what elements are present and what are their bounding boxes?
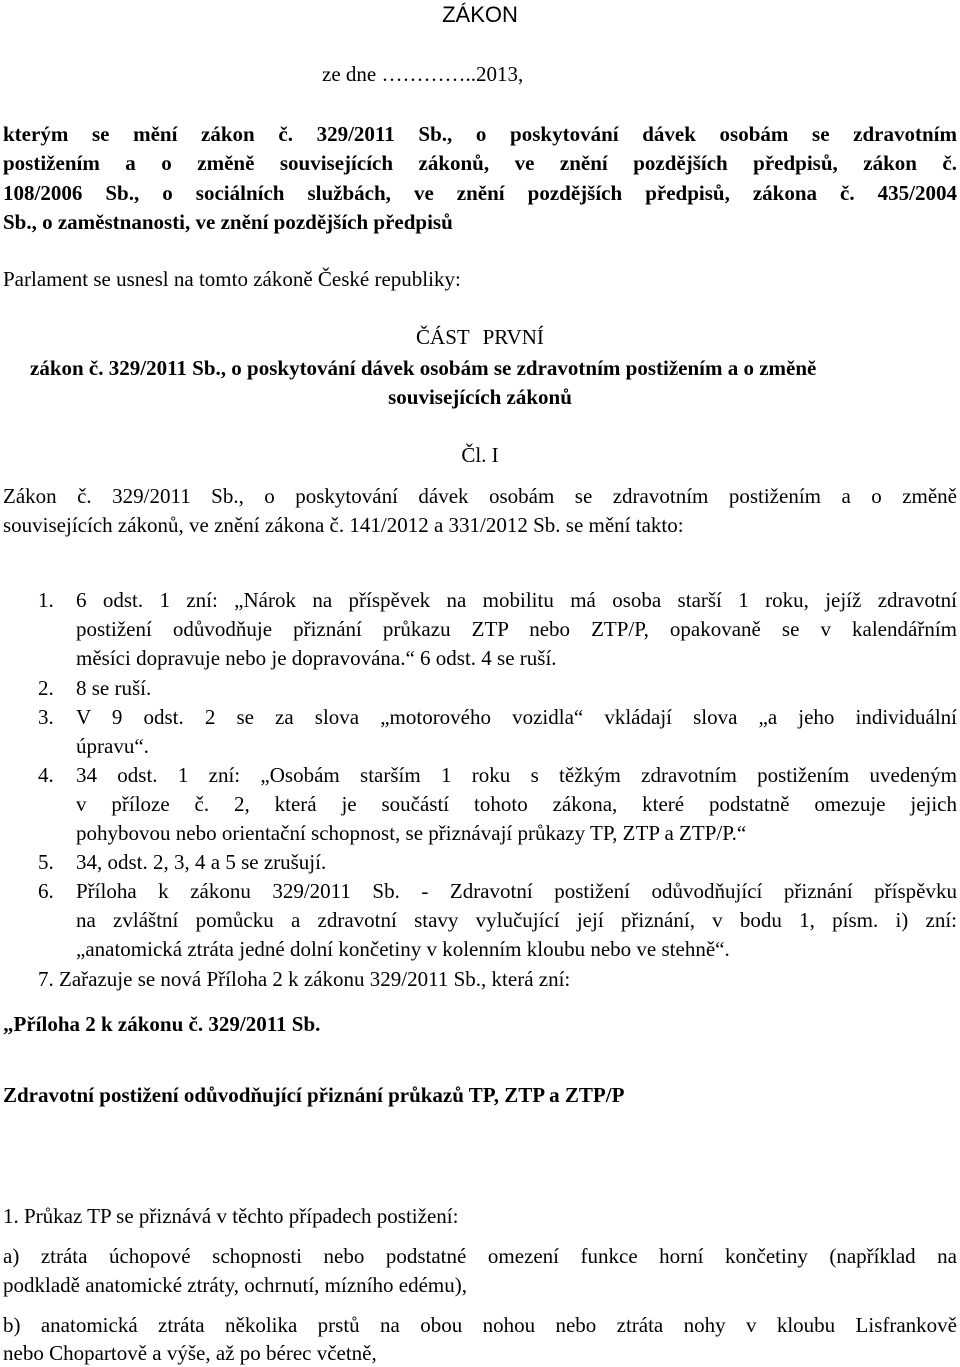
item-line: 6 odst. 1 zní: „Nárok na příspěvek na mobilitu má osoba starší 1 roku, jejíž zdravotní bbox=[76, 588, 957, 612]
document-title: ZÁKON bbox=[442, 2, 518, 27]
item-line: pohybovou nebo orientační schopnost, se přiznávají průkazy TP, ZTP a ZTP/P.“ bbox=[76, 821, 747, 845]
item-line: „anatomická ztráta jedné dolní končetiny v kolenním kloubu nebo ve stehně“. bbox=[76, 937, 730, 961]
item-line: 34 odst. 1 zní: „Osobám starším 1 roku s těžkým zdravotním postižením uvedeným bbox=[76, 763, 957, 787]
annex-title: „Příloha 2 k zákonu č. 329/2011 Sb. bbox=[3, 1012, 321, 1036]
item-line: úpravu“. bbox=[76, 734, 149, 758]
heading-line: kterým se mění zákon č. 329/2011 Sb., o poskytování dávek osobám se zdravotním bbox=[3, 122, 957, 146]
date-line: ze dne …………..2013, bbox=[322, 62, 524, 86]
part-title: ČÁST PRVNÍ bbox=[416, 325, 544, 349]
item-line: 8 se ruší. bbox=[76, 676, 152, 700]
part-subtitle-line: souvisejících zákonů bbox=[388, 385, 572, 409]
heading-line: Sb., o zaměstnanosti, ve znění pozdějších předpisů bbox=[3, 210, 453, 234]
item-number: 2. bbox=[38, 676, 54, 700]
heading-line: postižením a o změně souvisejících zákonů, ve znění pozdějších předpisů, zákon č. bbox=[3, 151, 957, 175]
item-line: 34, odst. 2, 3, 4 a 5 se zrušují. bbox=[76, 850, 327, 874]
article-intro-line: Zákon č. 329/2011 Sb., o poskytování dávek osobám se zdravotním postižením a o změně bbox=[3, 484, 957, 508]
heading-line: 108/2006 Sb., o sociálních službách, ve znění pozdějších předpisů, zákona č. 435/2004 bbox=[3, 181, 957, 205]
item-number: 4. bbox=[38, 763, 54, 787]
part-subtitle-line: zákon č. 329/2011 Sb., o poskytování dávek osobám se zdravotním postižením a o změně bbox=[30, 356, 817, 380]
item-line: Příloha k zákonu 329/2011 Sb. - Zdravotní postižení odůvodňující přiznání příspěvku bbox=[76, 879, 957, 903]
annex-item-a-line: a) ztráta úchopové schopnosti nebo podstatné omezení funkce horní končetiny (například na bbox=[3, 1244, 957, 1268]
item-line: na zvláštní pomůcku a zdravotní stavy vylučující její přiznání, v bodu 1, písm. i) zní: bbox=[76, 908, 957, 932]
item-number: 5. bbox=[38, 850, 54, 874]
article-intro-line: souvisejících zákonů, ve znění zákona č. 141/2012 a 331/2012 Sb. se mění takto: bbox=[3, 513, 684, 537]
article-title: Čl. I bbox=[461, 443, 499, 467]
annex-item-b-line: nebo Chopartově a výše, až po bérec včetně, bbox=[3, 1341, 377, 1365]
item-line: v příloze č. 2, která je součástí tohoto zákona, které podstatně omezuje jejich bbox=[76, 792, 957, 816]
item-line: měsíci dopravuje nebo je dopravována.“ 6 odst. 4 se ruší. bbox=[76, 646, 557, 670]
amendment-item-7: 7. Zařazuje se nová Příloha 2 k zákonu 329/2011 Sb., která zní: bbox=[38, 967, 571, 991]
item-number: 3. bbox=[38, 705, 54, 729]
item-line: postižení odůvodňuje přiznání průkazu ZTP nebo ZTP/P, opakovaně se v kalendářním bbox=[76, 617, 957, 641]
annex-item-b-line: b) anatomická ztráta několika prstů na obou nohou nebo ztráta nohy v kloubu Lisfrankově bbox=[3, 1313, 957, 1337]
annex-point-1: 1. Průkaz TP se přiznává v těchto případech postižení: bbox=[3, 1204, 459, 1228]
enactment-clause: Parlament se usnesl na tomto zákoně České republiky: bbox=[3, 267, 461, 291]
annex-heading: Zdravotní postižení odůvodňující přiznání průkazů TP, ZTP a ZTP/P bbox=[3, 1083, 625, 1107]
item-number: 1. bbox=[38, 588, 54, 612]
item-number: 6. bbox=[38, 879, 54, 903]
annex-item-a-line: podkladě anatomické ztráty, ochrnutí, mízního edému), bbox=[3, 1273, 467, 1297]
item-line: V 9 odst. 2 se za slova „motorového vozidla“ vkládají slova „a jeho individuální bbox=[76, 705, 957, 729]
